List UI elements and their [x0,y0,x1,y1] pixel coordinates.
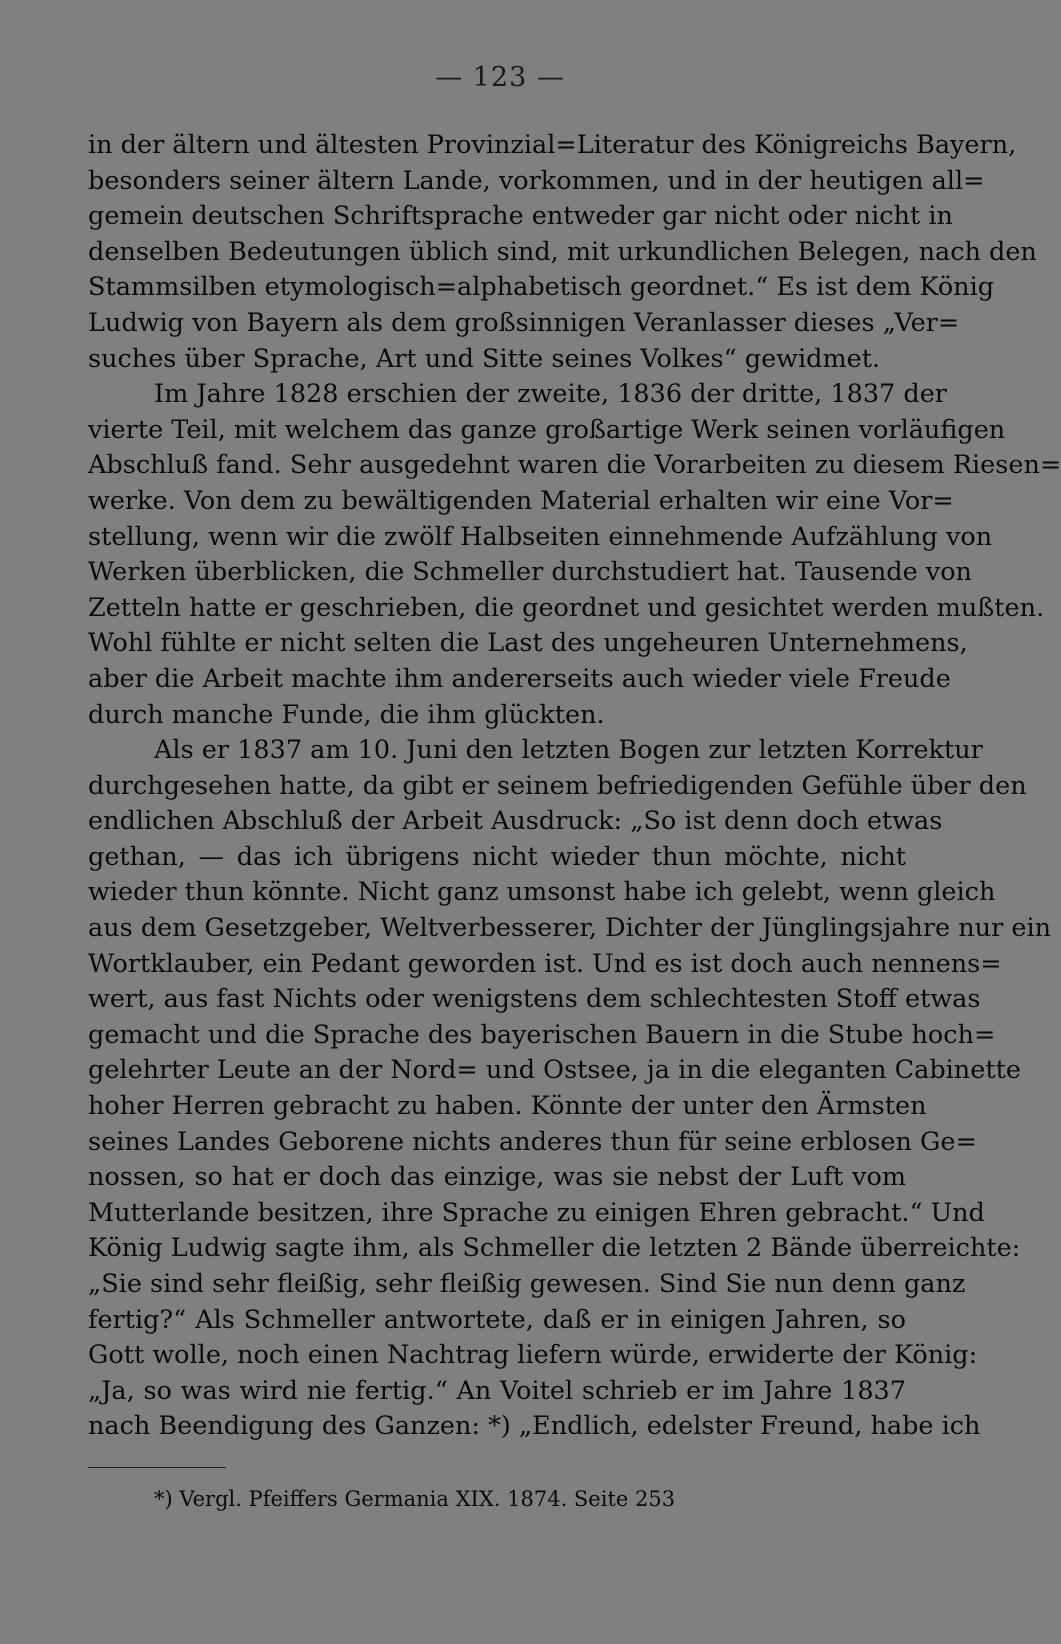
text-line: besonders seiner ältern Lande, vorkommen, und in der heutigen all= [88,165,985,196]
text-line: nossen, so hat er doch das einzige, was sie nebst der Luft vom [88,1162,906,1193]
text-line: aus dem Gesetzgeber, Weltverbesserer, Dichter der Jünglingsjahre nur ein [88,913,1052,944]
text-line: durch manche Funde, die ihm glückten. [88,699,605,730]
text-line: durchgesehen hatte, da gibt er seinem befriedigenden Gefühle über den [88,770,1027,801]
text-line: Wohl fühlte er nicht selten die Last des ungeheuren Unternehmens, [88,628,968,659]
text-line: Gott wolle, noch einen Nachtrag liefern würde, erwiderte der König: [88,1340,978,1371]
text-line: werke. Von dem zu bewältigenden Material erhalten wir eine Vor= [88,485,954,516]
text-line: Stammsilben etymologisch=alphabetisch geordnet.“ Es ist dem König [88,272,995,303]
text-line: fertig?“ Als Schmeller antwortete, daß er in einigen Jahren, so [88,1304,906,1335]
text-line: König Ludwig sagte ihm, als Schmeller die letzten 2 Bände überreichte: [88,1233,1021,1264]
page-number: — 123 — [435,62,565,93]
text-line: in der ältern und ältesten Provinzial=Literatur des Königreichs Bayern, [88,130,1017,160]
body-text [88,128,1061,1445]
text-line: gemacht und die Sprache des bayerischen Bauern in die Stube hoch= [88,1019,996,1050]
text-line: Ludwig von Bayern als dem großsinnigen Veranlasser dieses „Ver= [88,307,960,338]
text-line: „Ja, so was wird nie fertig.“ An Voitel schrieb er im Jahre 1837 [88,1375,906,1406]
text-line: endlichen Abschluß der Arbeit Ausdruck: „So ist denn doch etwas [88,806,943,837]
text-line: Werken überblicken, die Schmeller durchstudiert hat. Tausende von [88,557,972,588]
text-line: Mutterlande besitzen, ihre Sprache zu einigen Ehren gebracht.“ Und [88,1197,985,1228]
text-line: wert, aus fast Nichts oder wenigstens dem schlechtesten Stoff etwas [88,984,981,1015]
text-line: gemein deutschen Schriftsprache entweder gar nicht oder nicht in [88,201,953,232]
text-line: „Sie sind sehr fleißig, sehr fleißig gewesen. Sind Sie nun denn ganz [88,1269,966,1299]
text-line: Wortklauber, ein Pedant geworden ist. Und es ist doch auch nennens= [88,948,1002,979]
text-line: gelehrter Leute an der Nord= und Ostsee, ja in die eleganten Cabinette [88,1055,1021,1086]
text-line: seines Landes Geborene nichts anderes thun für seine erblosen Ge= [88,1126,977,1157]
footnote-divider [88,1467,226,1468]
text-line: stellung, wenn wir die zwölf Halbseiten einnehmende Aufzählung von [88,521,993,552]
text-line: nach Beendigung des Ganzen: *) „Endlich, edelster Freund, habe ich [88,1411,981,1442]
text-line: hoher Herren gebracht zu haben. Könnte der unter den Ärmsten [88,1091,927,1122]
paragraph-start-line: Im Jahre 1828 erschien der zweite, 1836 der dritte, 1837 der [154,379,947,410]
text-line: gethan, — das ich übrigens nicht wieder thun möchte, nicht [88,841,906,872]
text-line: denselben Bedeutungen üblich sind, mit urkundlichen Belegen, nach den [88,236,1037,267]
text-line: Zetteln hatte er geschrieben, die geordnet und gesichtet werden mußten. [88,592,1045,623]
paragraph-start-line: Als er 1837 am 10. Juni den letzten Bogen zur letzten Korrektur [154,735,983,766]
text-line: suches über Sprache, Art und Sitte seines Volkes“ gewidmet. [88,343,881,374]
text-line: wieder thun könnte. Nicht ganz umsonst habe ich gelebt, wenn gleich [88,877,996,908]
text-line: Abschluß fand. Sehr ausgedehnt waren die Vorarbeiten zu diesem Riesen= [88,450,1061,481]
footnote: *) Vergl. Pfeiffers Germania XIX. 1874. Seite 253 [154,1487,676,1511]
text-line: vierte Teil, mit welchem das ganze großartige Werk seinen vorläufigen [88,414,1006,445]
text-line: aber die Arbeit machte ihm andererseits auch wieder viele Freude [88,663,951,694]
